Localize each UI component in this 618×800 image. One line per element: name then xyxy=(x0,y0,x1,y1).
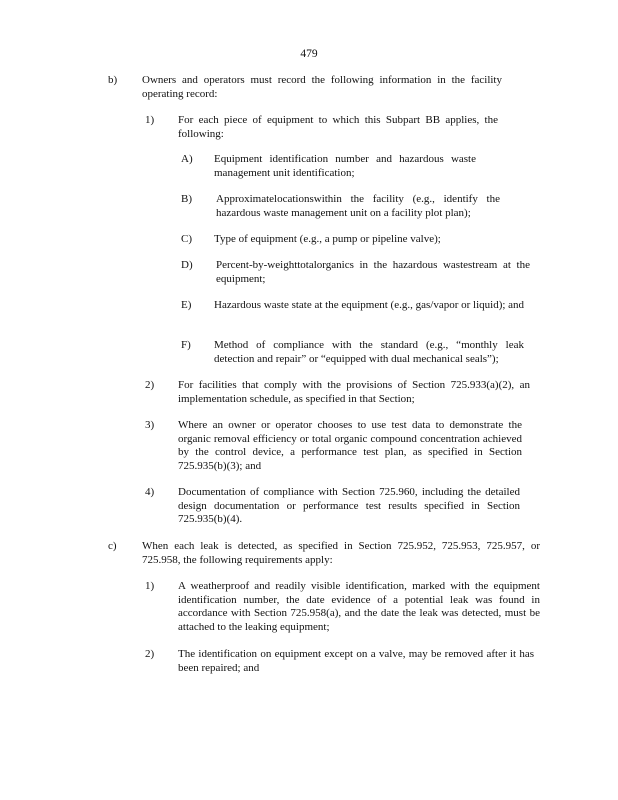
item-label-b: b) xyxy=(108,74,118,86)
item-text-F: Method of compliance with the standard (e.g., “monthly leak detection and repair” or “equipped with dual mechanical seals”); xyxy=(214,339,524,365)
item-text-D: Percent-by-weighttotalorganics in the hazardous wastestream at the equipment; xyxy=(216,259,530,285)
item-text-c: When each leak is detected, as specified in Section 725.952, 725.953, 725.957, or 725.958, the following requirements apply: xyxy=(142,540,540,566)
item-label-F: F) xyxy=(181,339,191,351)
item-label-b1: 1) xyxy=(145,114,155,126)
item-text-b1: For each piece of equipment to which this Subpart BB applies, the following: xyxy=(178,114,498,140)
item-label-b4: 4) xyxy=(145,486,155,498)
item-text-b: Owners and operators must record the following information in the facility operating record: xyxy=(142,74,502,100)
item-text-b2: For facilities that comply with the provisions of Section 725.933(a)(2), an implementation schedule, as specified in that Section; xyxy=(178,379,530,405)
page-number: 479 xyxy=(300,48,318,60)
item-text-A: Equipment identification number and hazardous waste management unit identification; xyxy=(214,153,476,179)
item-label-C: C) xyxy=(181,233,192,245)
item-text-E: Hazardous waste state at the equipment (e.g., gas/vapor or liquid); and xyxy=(214,299,525,311)
item-label-E: E) xyxy=(181,299,192,311)
item-label-b2: 2) xyxy=(145,379,155,391)
item-label-D: D) xyxy=(181,259,193,271)
item-text-c2: The identification on equipment except on a valve, may be removed after it has been repaired; and xyxy=(178,648,534,674)
item-label-B: B) xyxy=(181,193,192,205)
item-label-b3: 3) xyxy=(145,419,155,431)
item-text-c1: A weatherproof and readily visible identification, marked with the equipment identification number, the date evidence of a potential leak was found in accordance with Section 725.958(a), and the date the leak was detected, must be attached to the leaking equipment; xyxy=(178,580,540,633)
item-label-c2: 2) xyxy=(145,648,155,660)
item-label-c1: 1) xyxy=(145,580,155,592)
item-text-B: Approximatelocationswithin the facility (e.g., identify the hazardous waste management unit on a facility plot plan); xyxy=(216,193,500,219)
item-text-b3: Where an owner or operator chooses to use test data to demonstrate the organic removal efficiency or total organic compound concentration achieved by the control device, a performance test plan, as specified in Section 725.935(b)(3); and xyxy=(178,419,522,472)
item-label-A: A) xyxy=(181,153,193,165)
item-text-C: Type of equipment (e.g., a pump or pipeline valve); xyxy=(214,233,441,245)
item-text-b4: Documentation of compliance with Section 725.960, including the detailed design documentation or performance test results specified in Section 725.935(b)(4). xyxy=(178,486,520,525)
item-label-c: c) xyxy=(108,540,117,552)
